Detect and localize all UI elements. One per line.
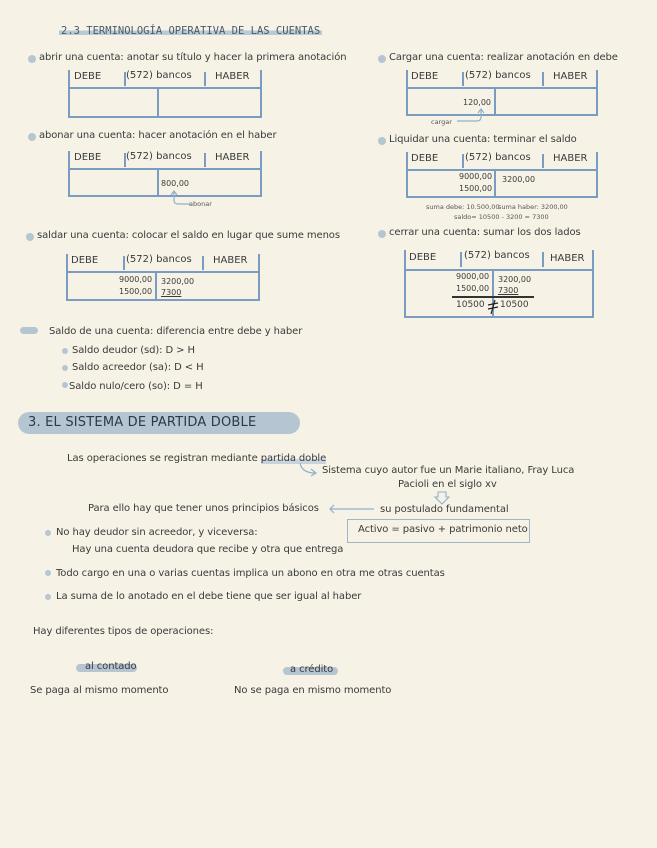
bullet-dot xyxy=(28,133,36,141)
bullet-dot xyxy=(378,230,386,238)
principle-sub: Hay una cuenta deudora que recibe y otra que entrega xyxy=(72,544,344,555)
saldo-calc: saldo= 10500 - 3200 = 7300 xyxy=(454,213,549,221)
debe-label: DEBE xyxy=(411,71,439,82)
bullet-dot xyxy=(28,55,36,63)
haber-label: HABER xyxy=(215,71,250,82)
t-account-liquidar xyxy=(406,152,598,198)
down-arrow-icon xyxy=(434,491,450,505)
principle-item: La suma de lo anotado en el debe tiene que ser igual al haber xyxy=(56,591,362,602)
account-name: (572) bancos xyxy=(465,70,531,81)
t-account-abrir xyxy=(68,70,262,118)
left-arrow-icon xyxy=(328,504,376,514)
abonar-definition: abonar una cuenta: hacer anotación en el haber xyxy=(39,130,277,141)
debe-value: 1500,00 xyxy=(119,287,153,296)
author-line-1: Sistema cuyo autor fue un Marie italiano, Fray Luca xyxy=(322,465,575,476)
principle-item: No hay deudor sin acreedor, y viceversa: xyxy=(56,527,258,538)
account-name: (572) bancos xyxy=(126,151,192,162)
types-intro: Hay diferentes tipos de operaciones: xyxy=(33,626,214,637)
account-name: (572) bancos xyxy=(464,250,530,261)
account-name: (572) bancos xyxy=(126,70,192,81)
haber-label: HABER xyxy=(553,153,588,164)
type-desc-credito: No se paga en mismo momento xyxy=(234,685,392,696)
liquidar-definition: Liquidar una cuenta: terminar el saldo xyxy=(389,134,577,145)
debe-value: 9000,00 xyxy=(459,172,493,181)
type-desc-contado: Se paga al mismo momento xyxy=(30,685,169,696)
total-haber: 10500 xyxy=(500,300,529,310)
debe-label: DEBE xyxy=(409,252,437,263)
bullet-dot xyxy=(378,55,386,63)
debe-label: DEBE xyxy=(74,152,102,163)
intro-prefix: Las operaciones se registran mediante xyxy=(67,453,258,464)
t-account-cerrar xyxy=(404,250,594,318)
saldo-item: Saldo deudor (sd): D > H xyxy=(72,345,195,356)
principle-item: Todo cargo en una o varias cuentas implica un abono en otra me otras cuentas xyxy=(56,568,445,579)
haber-value: 7300 xyxy=(161,288,182,297)
debe-value: 120,00 xyxy=(463,98,491,107)
debe-label: DEBE xyxy=(71,255,99,266)
cargar-arrow-icon xyxy=(455,108,485,124)
haber-label: HABER xyxy=(553,71,588,82)
debe-value: 9000,00 xyxy=(456,272,490,281)
t-account-saldar xyxy=(66,254,260,301)
debe-value: 1500,00 xyxy=(459,184,493,193)
haber-label: HABER xyxy=(215,152,250,163)
cargar-arrow-label: cargar xyxy=(431,118,452,126)
abonar-arrow-label: abonar xyxy=(189,200,212,208)
haber-value: 800,00 xyxy=(161,179,189,188)
bullet-dot xyxy=(62,348,68,354)
cerrar-definition: cerrar una cuenta: sumar los dos lados xyxy=(389,227,581,238)
debe-label: DEBE xyxy=(74,71,102,82)
haber-value: 3200,00 xyxy=(502,175,536,184)
abrir-definition: abrir una cuenta: anotar su título y hacer la primera anotación xyxy=(39,52,347,63)
type-label-credito: a crédito xyxy=(290,664,334,675)
saldar-definition: saldar una cuenta: colocar el saldo en lugar que sume menos xyxy=(37,230,340,241)
bullet-dot xyxy=(26,233,34,241)
haber-label: HABER xyxy=(550,253,585,264)
haber-value: 3200,00 xyxy=(161,277,195,286)
haber-label: HABER xyxy=(213,255,248,266)
postulado-text: su postulado fundamental xyxy=(380,504,509,515)
bullet-pill xyxy=(20,327,38,334)
section-title-2-3: 2.3 TERMINOLOGÍA OPERATIVA DE LAS CUENTAS xyxy=(61,25,321,37)
haber-value: 7300 xyxy=(498,286,519,295)
debe-value: 1500,00 xyxy=(456,284,490,293)
author-arrow-icon xyxy=(298,461,320,479)
t-account-cargar xyxy=(406,70,598,116)
cargar-definition: Cargar una cuenta: realizar anotación en debe xyxy=(389,52,618,63)
equation-text: Activo = pasivo + patrimonio neto xyxy=(358,524,528,535)
author-line-2: Pacioli en el siglo xv xyxy=(398,479,497,490)
debe-label: DEBE xyxy=(411,153,439,164)
saldo-item: Saldo nulo/cero (so): D = H xyxy=(69,381,203,392)
account-name: (572) bancos xyxy=(465,152,531,163)
saldo-definition: Saldo de una cuenta: diferencia entre debe y haber xyxy=(49,326,303,337)
saldo-item: Saldo acreedor (sa): D < H xyxy=(72,362,204,373)
t-account-abonar xyxy=(68,151,262,197)
bullet-dot xyxy=(45,570,51,576)
haber-value: 3200,00 xyxy=(498,275,532,284)
bullet-dot xyxy=(45,530,51,536)
intro-text xyxy=(67,453,326,464)
suma-debe: suma debe: 10.500,00 xyxy=(426,203,500,211)
type-label-contado: al contado xyxy=(85,661,137,672)
bullet-dot xyxy=(378,137,386,145)
bullet-dot xyxy=(62,365,68,371)
principles-text: Para ello hay que tener unos principios básicos xyxy=(88,503,319,514)
debe-value: 9000,00 xyxy=(119,275,153,284)
bullet-dot xyxy=(62,382,68,388)
total-debe: 10500 xyxy=(456,300,485,310)
intro-highlight: partida doble xyxy=(260,453,327,464)
section-title-3: 3. EL SISTEMA DE PARTIDA DOBLE xyxy=(28,415,257,430)
bullet-dot xyxy=(45,594,51,600)
account-name: (572) bancos xyxy=(126,254,192,265)
equal-slash-icon xyxy=(486,299,500,315)
suma-haber: suma haber: 3200,00 xyxy=(498,203,568,211)
